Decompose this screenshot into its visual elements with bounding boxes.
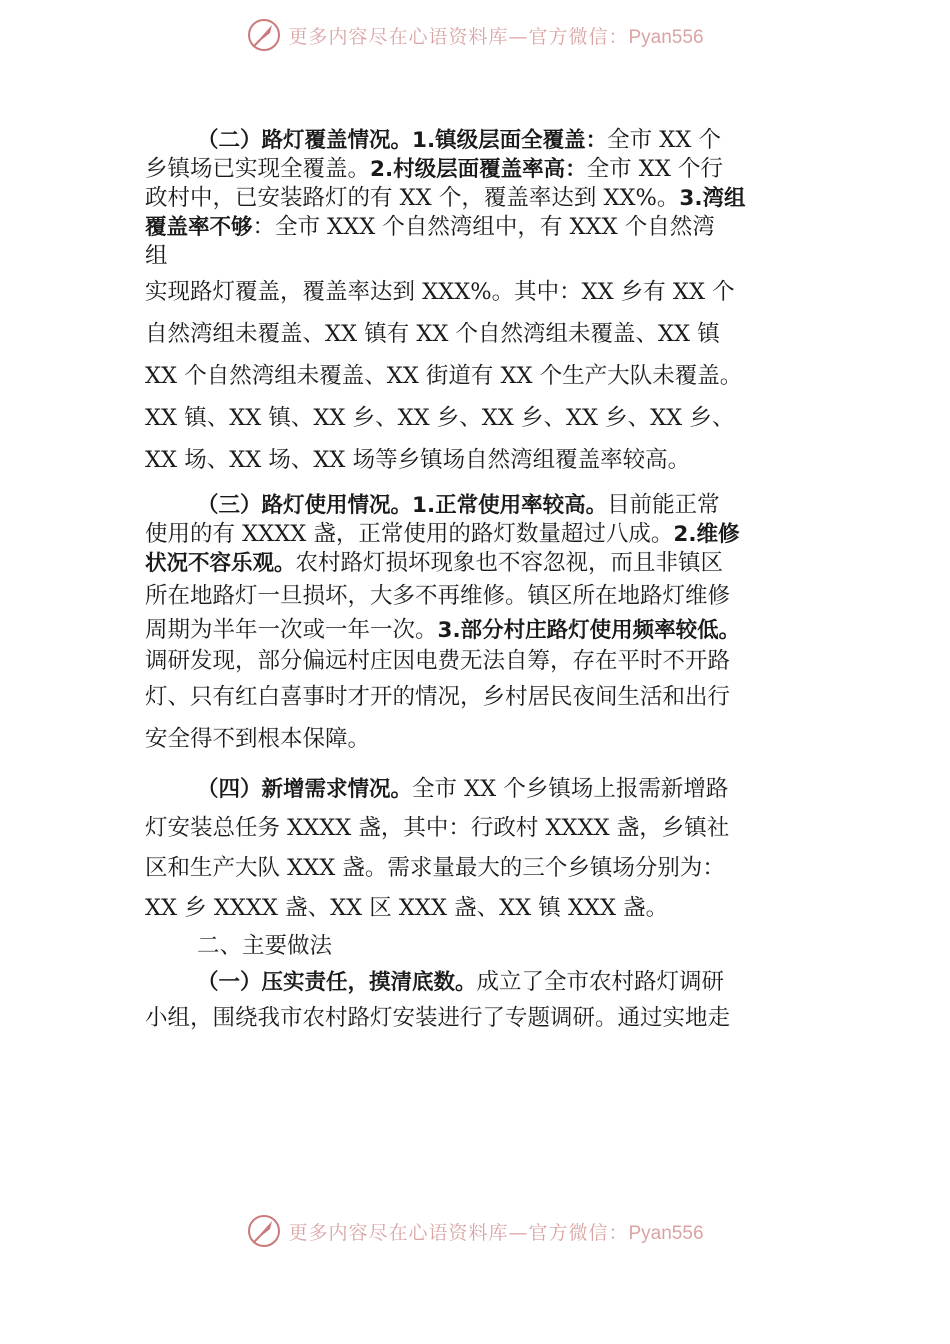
paragraph-line: 所在地路灯一旦损坏，大多不再维修。镇区所在地路灯维修 — [145, 583, 731, 609]
section-new-demand — [145, 770, 821, 928]
section-heading: 二、主要做法 — [197, 933, 333, 959]
paragraph-line: 安全得不到根本保障。 — [145, 726, 371, 752]
watermark-text: 更多内容尽在心语资料库—官方微信：Pyan556 — [288, 25, 704, 48]
paragraph-line: 区和生产大队 XXX 盏。需求量最大的三个乡镇场分别为： — [145, 855, 725, 881]
paragraph-line: 调研发现，部分偏远村庄因电费无法自筹，存在平时不开路 — [145, 648, 731, 674]
paragraph-line: XX 镇、XX 镇、XX 乡、XX 乡、XX 乡、XX 乡、XX 乡、 — [145, 405, 735, 431]
paragraph-line: 覆盖率不够：全市 XXX 个自然湾组中，有 XXX 个自然湾 — [145, 214, 715, 240]
paragraph-line: 灯、只有红白喜事时才开的情况，乡村居民夜间生活和出行 — [145, 684, 731, 710]
section-main-practices — [145, 928, 821, 1036]
paragraph-line: 小组，围绕我市农村路灯安装进行了专题调研。通过实地走 — [145, 1005, 731, 1031]
paragraph-line: 使用的有 XXXX 盏，正常使用的路灯数量超过八成。2.维修 — [145, 521, 740, 547]
paragraph-line: （三）路灯使用情况。1.正常使用率较高。目前能正常 — [197, 492, 720, 518]
paragraph-line: 组 — [145, 243, 168, 269]
watermark-banner-top — [0, 10, 950, 60]
paragraph-line: 实现路灯覆盖，覆盖率达到 XXX%。其中：XX 乡有 XX 个 — [145, 279, 735, 305]
paragraph-line: （二）路灯覆盖情况。1.镇级层面全覆盖：全市 XX 个 — [197, 127, 721, 153]
watermark-text: 更多内容尽在心语资料库—官方微信：Pyan556 — [288, 1221, 704, 1244]
watermark-banner-bottom — [0, 1206, 950, 1256]
quill-logo-icon — [246, 1213, 282, 1249]
document-body — [145, 126, 821, 1036]
section-usage — [145, 491, 821, 760]
paragraph-line: 政村中，已安装路灯的有 XX 个，覆盖率达到 XX%。3.湾组 — [145, 185, 746, 211]
quill-logo-icon — [246, 17, 282, 53]
section-coverage — [145, 126, 821, 481]
paragraph-line: （四）新增需求情况。全市 XX 个乡镇场上报需新增路 — [197, 776, 729, 802]
paragraph-line: 自然湾组未覆盖、XX 镇有 XX 个自然湾组未覆盖、XX 镇 — [145, 321, 720, 347]
paragraph-line: XX 乡 XXXX 盏、XX 区 XXX 盏、XX 镇 XXX 盏。 — [145, 895, 669, 921]
paragraph-line: 状况不容乐观。农村路灯损坏现象也不容忽视，而且非镇区 — [145, 550, 724, 576]
paragraph-line: （一）压实责任，摸清底数。成立了全市农村路灯调研 — [197, 969, 725, 995]
paragraph-line: XX 场、XX 场、XX 场等乡镇场自然湾组覆盖率较高。 — [145, 447, 691, 473]
paragraph-line: 周期为半年一次或一年一次。3.部分村庄路灯使用频率较低。 — [145, 617, 741, 643]
paragraph-line: XX 个自然湾组未覆盖、XX 街道有 XX 个生产大队未覆盖。 — [145, 363, 743, 389]
paragraph-line: 灯安装总任务 XXXX 盏，其中：行政村 XXXX 盏，乡镇社 — [145, 815, 730, 841]
paragraph-line: 乡镇场已实现全覆盖。2.村级层面覆盖率高：全市 XX 个行 — [145, 156, 723, 182]
